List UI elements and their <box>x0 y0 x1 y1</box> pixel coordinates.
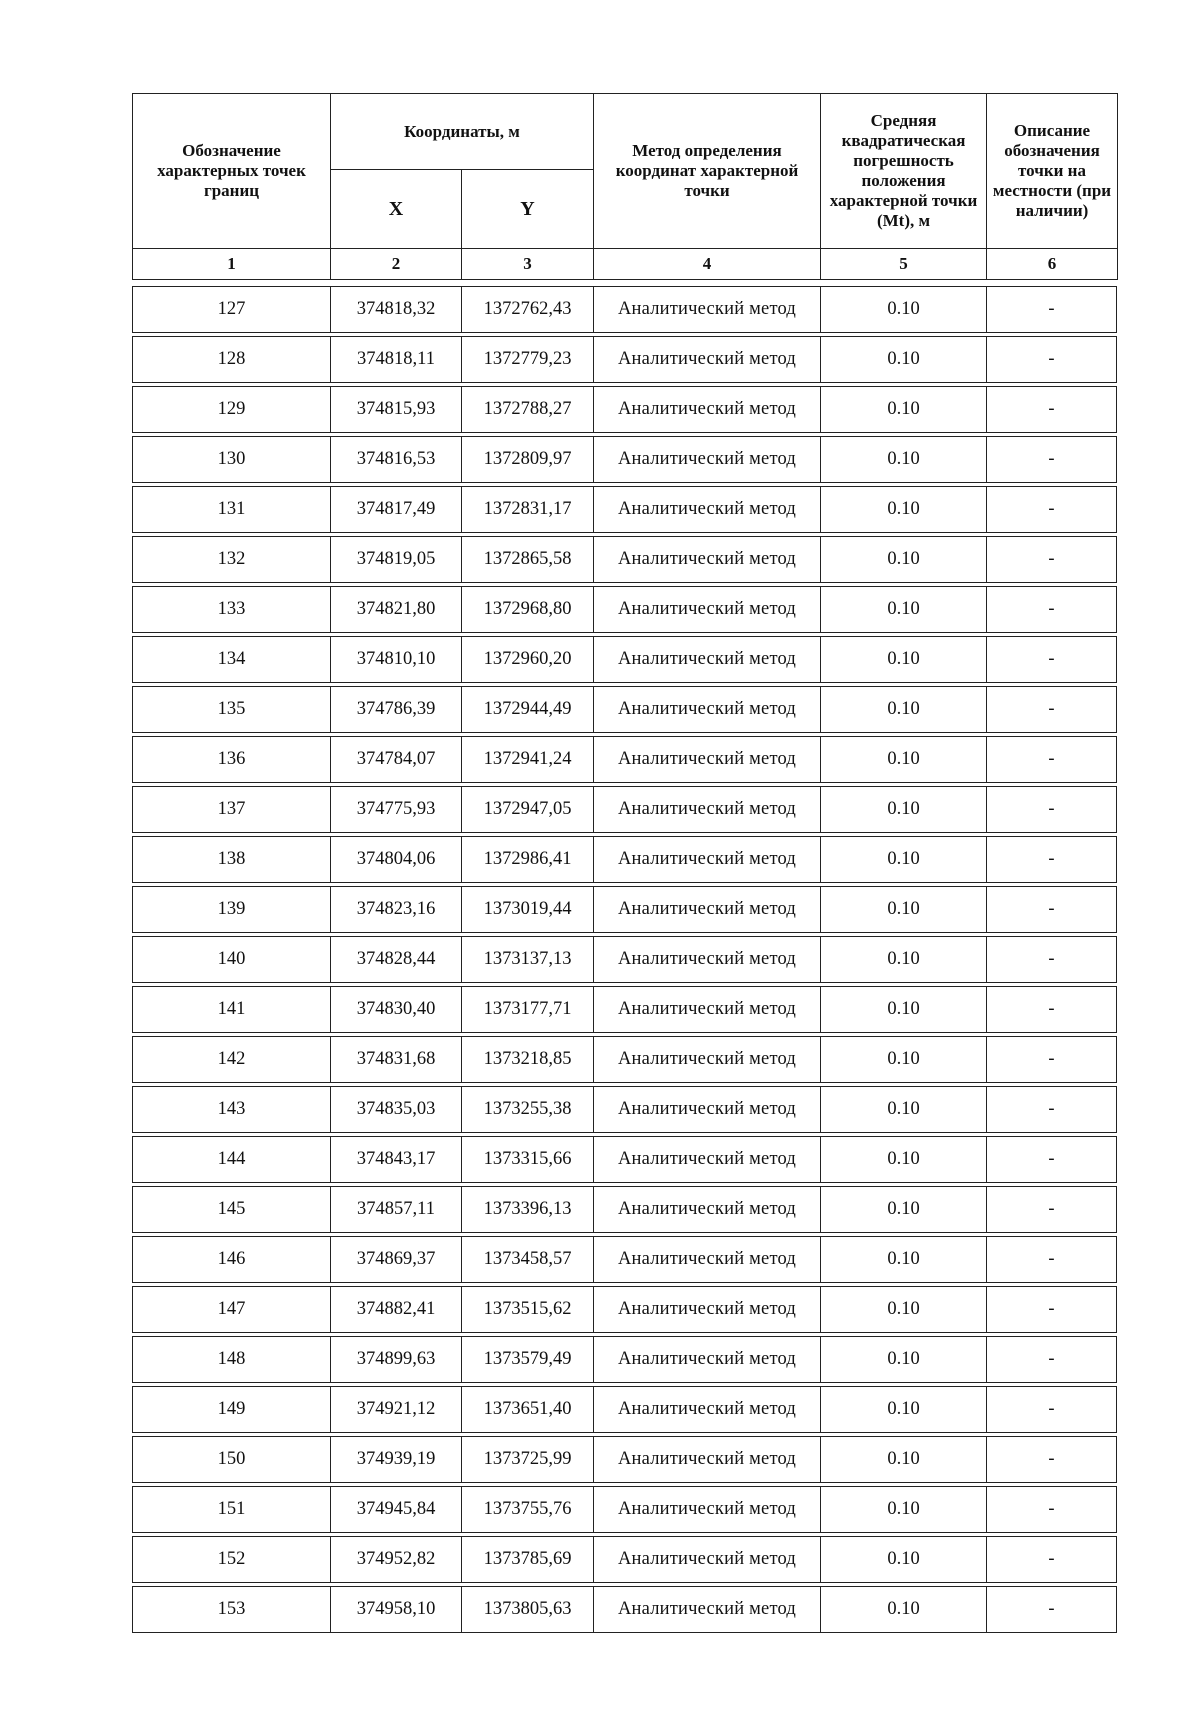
x-coordinate-cell: 374835,03 <box>330 1086 461 1133</box>
x-coordinate-cell: 374810,10 <box>330 636 461 683</box>
y-coordinate-cell: 1372944,49 <box>461 686 593 733</box>
header-coordinates: Координаты, м <box>331 94 594 170</box>
error-cell: 0.10 <box>820 1486 986 1533</box>
table-row <box>132 1236 1117 1283</box>
table-row <box>132 636 1117 683</box>
point-id-cell: 127 <box>132 286 330 333</box>
error-cell: 0.10 <box>820 836 986 883</box>
y-coordinate-cell: 1373315,66 <box>461 1136 593 1183</box>
point-id-cell: 148 <box>132 1336 330 1383</box>
method-cell: Аналитический метод <box>593 1236 820 1283</box>
y-coordinate-cell: 1372947,05 <box>461 786 593 833</box>
point-id-cell: 128 <box>132 336 330 383</box>
x-coordinate-cell: 374775,93 <box>330 786 461 833</box>
point-id-cell: 149 <box>132 1386 330 1433</box>
description-cell: - <box>986 536 1117 583</box>
x-coordinate-cell: 374921,12 <box>330 1386 461 1433</box>
point-id-cell: 151 <box>132 1486 330 1533</box>
method-cell: Аналитический метод <box>593 386 820 433</box>
method-cell: Аналитический метод <box>593 536 820 583</box>
header-x: X <box>331 170 462 249</box>
table-row <box>132 436 1117 483</box>
y-coordinate-cell: 1373137,13 <box>461 936 593 983</box>
y-coordinate-cell: 1373177,71 <box>461 986 593 1033</box>
y-coordinate-cell: 1373651,40 <box>461 1386 593 1433</box>
error-cell: 0.10 <box>820 336 986 383</box>
point-id-cell: 143 <box>132 1086 330 1133</box>
header-y: Y <box>462 170 594 249</box>
table-row <box>132 1486 1117 1533</box>
x-coordinate-cell: 374869,37 <box>330 1236 461 1283</box>
table-body <box>132 283 1117 1636</box>
error-cell: 0.10 <box>820 636 986 683</box>
error-cell: 0.10 <box>820 536 986 583</box>
error-cell: 0.10 <box>820 436 986 483</box>
description-cell: - <box>986 1086 1117 1133</box>
y-coordinate-cell: 1372788,27 <box>461 386 593 433</box>
header-col-number-5: 5 <box>821 249 987 280</box>
point-id-cell: 153 <box>132 1586 330 1633</box>
table-row <box>132 686 1117 733</box>
point-id-cell: 131 <box>132 486 330 533</box>
error-cell: 0.10 <box>820 736 986 783</box>
description-cell: - <box>986 1236 1117 1283</box>
x-coordinate-cell: 374786,39 <box>330 686 461 733</box>
error-cell: 0.10 <box>820 1136 986 1183</box>
error-cell: 0.10 <box>820 486 986 533</box>
point-id-cell: 139 <box>132 886 330 933</box>
method-cell: Аналитический метод <box>593 336 820 383</box>
x-coordinate-cell: 374823,16 <box>330 886 461 933</box>
table-row <box>132 886 1117 933</box>
description-cell: - <box>986 836 1117 883</box>
description-cell: - <box>986 1486 1117 1533</box>
error-cell: 0.10 <box>820 1336 986 1383</box>
point-id-cell: 138 <box>132 836 330 883</box>
table-row <box>132 1186 1117 1233</box>
x-coordinate-cell: 374952,82 <box>330 1536 461 1583</box>
y-coordinate-cell: 1372779,23 <box>461 336 593 383</box>
table-row <box>132 386 1117 433</box>
point-id-cell: 136 <box>132 736 330 783</box>
method-cell: Аналитический метод <box>593 1036 820 1083</box>
x-coordinate-cell: 374819,05 <box>330 536 461 583</box>
description-cell: - <box>986 886 1117 933</box>
y-coordinate-cell: 1373019,44 <box>461 886 593 933</box>
x-coordinate-cell: 374821,80 <box>330 586 461 633</box>
table-header <box>132 93 1118 280</box>
description-cell: - <box>986 786 1117 833</box>
header-method: Метод определения координат характерной точки <box>594 94 821 249</box>
table-row <box>132 486 1117 533</box>
table-row <box>132 286 1117 333</box>
y-coordinate-cell: 1373396,13 <box>461 1186 593 1233</box>
y-coordinate-cell: 1373458,57 <box>461 1236 593 1283</box>
error-cell: 0.10 <box>820 686 986 733</box>
error-cell: 0.10 <box>820 1236 986 1283</box>
description-cell: - <box>986 686 1117 733</box>
method-cell: Аналитический метод <box>593 686 820 733</box>
description-cell: - <box>986 1436 1117 1483</box>
description-cell: - <box>986 286 1117 333</box>
y-coordinate-cell: 1373255,38 <box>461 1086 593 1133</box>
table-row <box>132 786 1117 833</box>
error-cell: 0.10 <box>820 786 986 833</box>
method-cell: Аналитический метод <box>593 986 820 1033</box>
description-cell: - <box>986 1536 1117 1583</box>
x-coordinate-cell: 374857,11 <box>330 1186 461 1233</box>
method-cell: Аналитический метод <box>593 286 820 333</box>
description-cell: - <box>986 736 1117 783</box>
method-cell: Аналитический метод <box>593 1136 820 1183</box>
point-id-cell: 142 <box>132 1036 330 1083</box>
point-id-cell: 132 <box>132 536 330 583</box>
error-cell: 0.10 <box>820 386 986 433</box>
y-coordinate-cell: 1373218,85 <box>461 1036 593 1083</box>
y-coordinate-cell: 1373785,69 <box>461 1536 593 1583</box>
description-cell: - <box>986 586 1117 633</box>
x-coordinate-cell: 374804,06 <box>330 836 461 883</box>
point-id-cell: 134 <box>132 636 330 683</box>
y-coordinate-cell: 1372960,20 <box>461 636 593 683</box>
y-coordinate-cell: 1373755,76 <box>461 1486 593 1533</box>
point-id-cell: 135 <box>132 686 330 733</box>
description-cell: - <box>986 1036 1117 1083</box>
description-cell: - <box>986 1586 1117 1633</box>
description-cell: - <box>986 436 1117 483</box>
error-cell: 0.10 <box>820 1386 986 1433</box>
method-cell: Аналитический метод <box>593 1536 820 1583</box>
y-coordinate-cell: 1372986,41 <box>461 836 593 883</box>
header-col-number-4: 4 <box>594 249 821 280</box>
method-cell: Аналитический метод <box>593 936 820 983</box>
point-id-cell: 144 <box>132 1136 330 1183</box>
point-id-cell: 152 <box>132 1536 330 1583</box>
point-id-cell: 141 <box>132 986 330 1033</box>
header-col-number-3: 3 <box>462 249 594 280</box>
description-cell: - <box>986 1286 1117 1333</box>
y-coordinate-cell: 1373725,99 <box>461 1436 593 1483</box>
y-coordinate-cell: 1372941,24 <box>461 736 593 783</box>
error-cell: 0.10 <box>820 1186 986 1233</box>
table-row <box>132 986 1117 1033</box>
y-coordinate-cell: 1373515,62 <box>461 1286 593 1333</box>
x-coordinate-cell: 374831,68 <box>330 1036 461 1083</box>
x-coordinate-cell: 374816,53 <box>330 436 461 483</box>
error-cell: 0.10 <box>820 886 986 933</box>
table-row <box>132 336 1117 383</box>
header-col-number-1: 1 <box>133 249 331 280</box>
x-coordinate-cell: 374958,10 <box>330 1586 461 1633</box>
method-cell: Аналитический метод <box>593 1386 820 1433</box>
method-cell: Аналитический метод <box>593 586 820 633</box>
point-id-cell: 140 <box>132 936 330 983</box>
description-cell: - <box>986 336 1117 383</box>
table-row <box>132 1436 1117 1483</box>
x-coordinate-cell: 374818,11 <box>330 336 461 383</box>
point-id-cell: 150 <box>132 1436 330 1483</box>
description-cell: - <box>986 386 1117 433</box>
point-id-cell: 133 <box>132 586 330 633</box>
y-coordinate-cell: 1372968,80 <box>461 586 593 633</box>
method-cell: Аналитический метод <box>593 636 820 683</box>
error-cell: 0.10 <box>820 986 986 1033</box>
error-cell: 0.10 <box>820 1586 986 1633</box>
error-cell: 0.10 <box>820 1436 986 1483</box>
y-coordinate-cell: 1373579,49 <box>461 1336 593 1383</box>
x-coordinate-cell: 374817,49 <box>330 486 461 533</box>
description-cell: - <box>986 936 1117 983</box>
header-point-designation: Обозначение характерных точек границ <box>133 94 331 249</box>
header-col-number-2: 2 <box>331 249 462 280</box>
header-description: Описание обозначения точки на местности (при наличии) <box>987 94 1118 249</box>
method-cell: Аналитический метод <box>593 836 820 883</box>
table-row <box>132 836 1117 883</box>
x-coordinate-cell: 374784,07 <box>330 736 461 783</box>
table-row <box>132 1036 1117 1083</box>
point-id-cell: 145 <box>132 1186 330 1233</box>
x-coordinate-cell: 374828,44 <box>330 936 461 983</box>
y-coordinate-cell: 1372831,17 <box>461 486 593 533</box>
method-cell: Аналитический метод <box>593 886 820 933</box>
table-row <box>132 1336 1117 1383</box>
description-cell: - <box>986 636 1117 683</box>
x-coordinate-cell: 374945,84 <box>330 1486 461 1533</box>
header-mean-square-error: Средняя квадратическая погрешность положения характерной точки (Mt), м <box>821 94 987 249</box>
y-coordinate-cell: 1372809,97 <box>461 436 593 483</box>
x-coordinate-cell: 374939,19 <box>330 1436 461 1483</box>
description-cell: - <box>986 1336 1117 1383</box>
method-cell: Аналитический метод <box>593 436 820 483</box>
description-cell: - <box>986 1186 1117 1233</box>
error-cell: 0.10 <box>820 286 986 333</box>
x-coordinate-cell: 374815,93 <box>330 386 461 433</box>
point-id-cell: 147 <box>132 1286 330 1333</box>
method-cell: Аналитический метод <box>593 1436 820 1483</box>
method-cell: Аналитический метод <box>593 486 820 533</box>
table-row <box>132 1386 1117 1433</box>
table-row <box>132 586 1117 633</box>
method-cell: Аналитический метод <box>593 1586 820 1633</box>
y-coordinate-cell: 1373805,63 <box>461 1586 593 1633</box>
point-id-cell: 129 <box>132 386 330 433</box>
x-coordinate-cell: 374843,17 <box>330 1136 461 1183</box>
header-col-number-6: 6 <box>987 249 1118 280</box>
table-row <box>132 1536 1117 1583</box>
table-row <box>132 536 1117 583</box>
method-cell: Аналитический метод <box>593 1486 820 1533</box>
table-row <box>132 736 1117 783</box>
table-row <box>132 936 1117 983</box>
method-cell: Аналитический метод <box>593 1286 820 1333</box>
table-row <box>132 1586 1117 1633</box>
method-cell: Аналитический метод <box>593 736 820 783</box>
x-coordinate-cell: 374818,32 <box>330 286 461 333</box>
description-cell: - <box>986 1386 1117 1433</box>
point-id-cell: 130 <box>132 436 330 483</box>
x-coordinate-cell: 374899,63 <box>330 1336 461 1383</box>
error-cell: 0.10 <box>820 1036 986 1083</box>
description-cell: - <box>986 986 1117 1033</box>
y-coordinate-cell: 1372865,58 <box>461 536 593 583</box>
description-cell: - <box>986 486 1117 533</box>
error-cell: 0.10 <box>820 1086 986 1133</box>
point-id-cell: 146 <box>132 1236 330 1283</box>
point-id-cell: 137 <box>132 786 330 833</box>
error-cell: 0.10 <box>820 1536 986 1583</box>
table-row <box>132 1286 1117 1333</box>
error-cell: 0.10 <box>820 936 986 983</box>
description-cell: - <box>986 1136 1117 1183</box>
y-coordinate-cell: 1372762,43 <box>461 286 593 333</box>
table-row <box>132 1086 1117 1133</box>
error-cell: 0.10 <box>820 586 986 633</box>
x-coordinate-cell: 374882,41 <box>330 1286 461 1333</box>
method-cell: Аналитический метод <box>593 1086 820 1133</box>
x-coordinate-cell: 374830,40 <box>330 986 461 1033</box>
table-row <box>132 1136 1117 1183</box>
error-cell: 0.10 <box>820 1286 986 1333</box>
method-cell: Аналитический метод <box>593 1186 820 1233</box>
method-cell: Аналитический метод <box>593 1336 820 1383</box>
method-cell: Аналитический метод <box>593 786 820 833</box>
